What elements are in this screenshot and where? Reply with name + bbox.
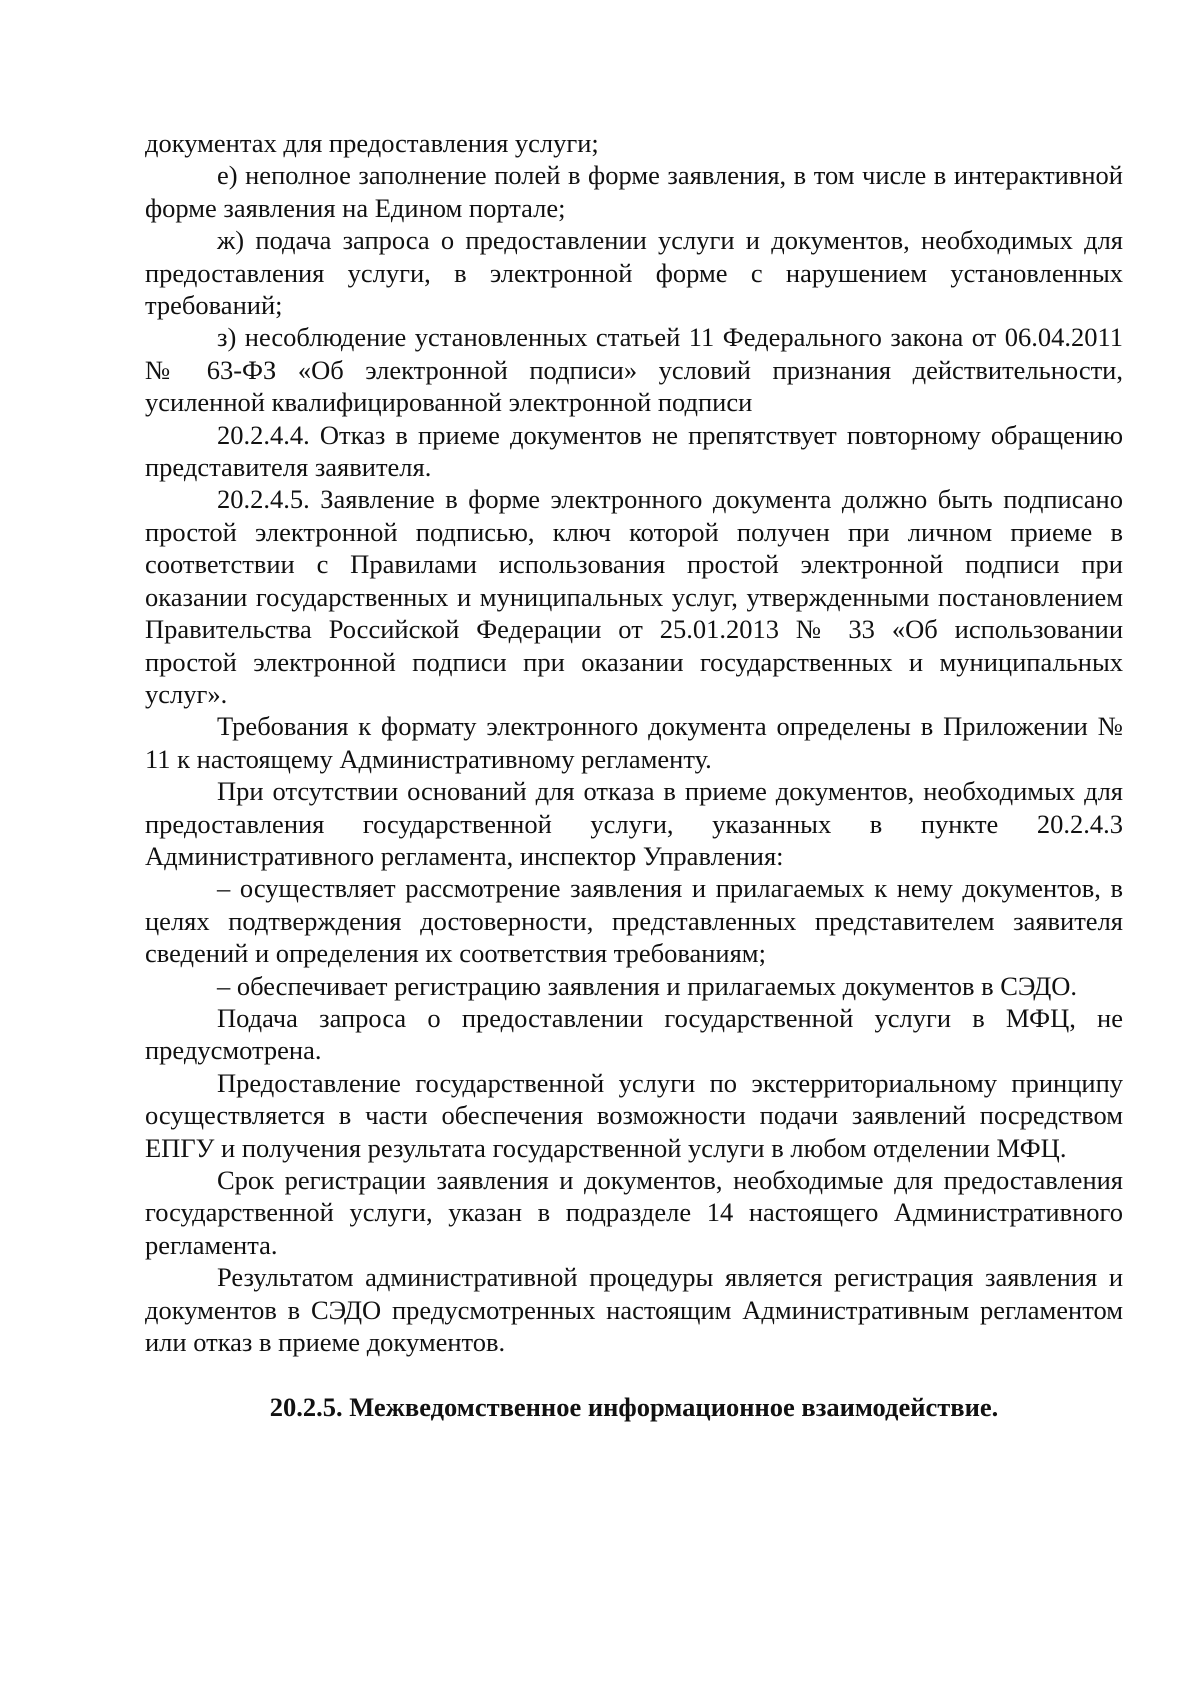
paragraph-20-2-4-5: 20.2.4.5. Заявление в форме электронного документа должно быть подписано простой электронной подписью, ключ которой получен при личном приеме в соответствии с Правилами использования простой электронной подписи при оказании государственных и муниципальных услуг, утвержденными постановлением Правительства Российской Федерации от 25.01.2013 № 33 «Об использовании простой электронной подписи при оказании государственных и муниципальных услуг». [145, 484, 1123, 709]
paragraph-procedure-result: Результатом административной процедуры является регистрация заявления и документов в СЭДО предусмотренных настоящим Административным регламентом или отказ в приеме документов. [145, 1262, 1123, 1358]
document-page [145, 127, 1123, 1424]
paragraph-dash-registration: – обеспечивает регистрацию заявления и прилагаемых документов в СЭДО. [217, 970, 1078, 1001]
paragraph-no-refusal-grounds: При отсутствии оснований для отказа в приеме документов, необходимых для предоставления государственной услуги, указанных в пункте 20.2.4.3 Административного регламента, инспектор Управления: [145, 776, 1123, 871]
paragraph-dash-review: – осуществляет рассмотрение заявления и прилагаемых к нему документов, в целях подтверждения достоверности, представленных представителем заявителя сведений и определения их соответствия требованиям; [145, 873, 1123, 969]
paragraph-extraterritorial: Предоставление государственной услуги по экстерриториальному принципу осуществляется в части обеспечения возможности подачи заявлений посредством ЕПГУ и получения результата государственной услуги в любом отделении МФЦ. [145, 1067, 1123, 1163]
paragraph-mfc-submission: Подача запроса о предоставлении государственной услуги в МФЦ, не предусмотрена. [145, 1002, 1123, 1066]
section-heading: 20.2.5. Межведомственное информационное взаимодействие. [269, 1392, 999, 1423]
paragraph-20-2-4-4: 20.2.4.4. Отказ в приеме документов не препятствует повторному обращению представителя заявителя. [145, 419, 1123, 483]
paragraph-format-requirements: Требования к формату электронного документа определены в Приложении № 11 к настоящему Административному регламенту. [145, 711, 1123, 774]
paragraph-item-e: е) неполное заполнение полей в форме заявления, в том числе в интерактивной форме заявления на Едином портале; [145, 160, 1123, 223]
paragraph-item-z: з) несоблюдение установленных статьей 11 Федерального закона от 06.04.2011 № 63-ФЗ «Об электронной подписи» условий признания действительности, усиленной квалифицированной электронной подписи [145, 322, 1123, 418]
paragraph-item-zh: ж) подача запроса о предоставлении услуги и документов, необходимых для предоставления услуги, в электронной форме с нарушением установленных требований; [145, 225, 1123, 321]
paragraph-docs-continuation: документах для предоставления услуги; [145, 128, 599, 158]
paragraph-registration-term: Срок регистрации заявления и документов, необходимые для предоставления государственной услуги, указан в подразделе 14 настоящего Административного регламента. [145, 1165, 1123, 1260]
